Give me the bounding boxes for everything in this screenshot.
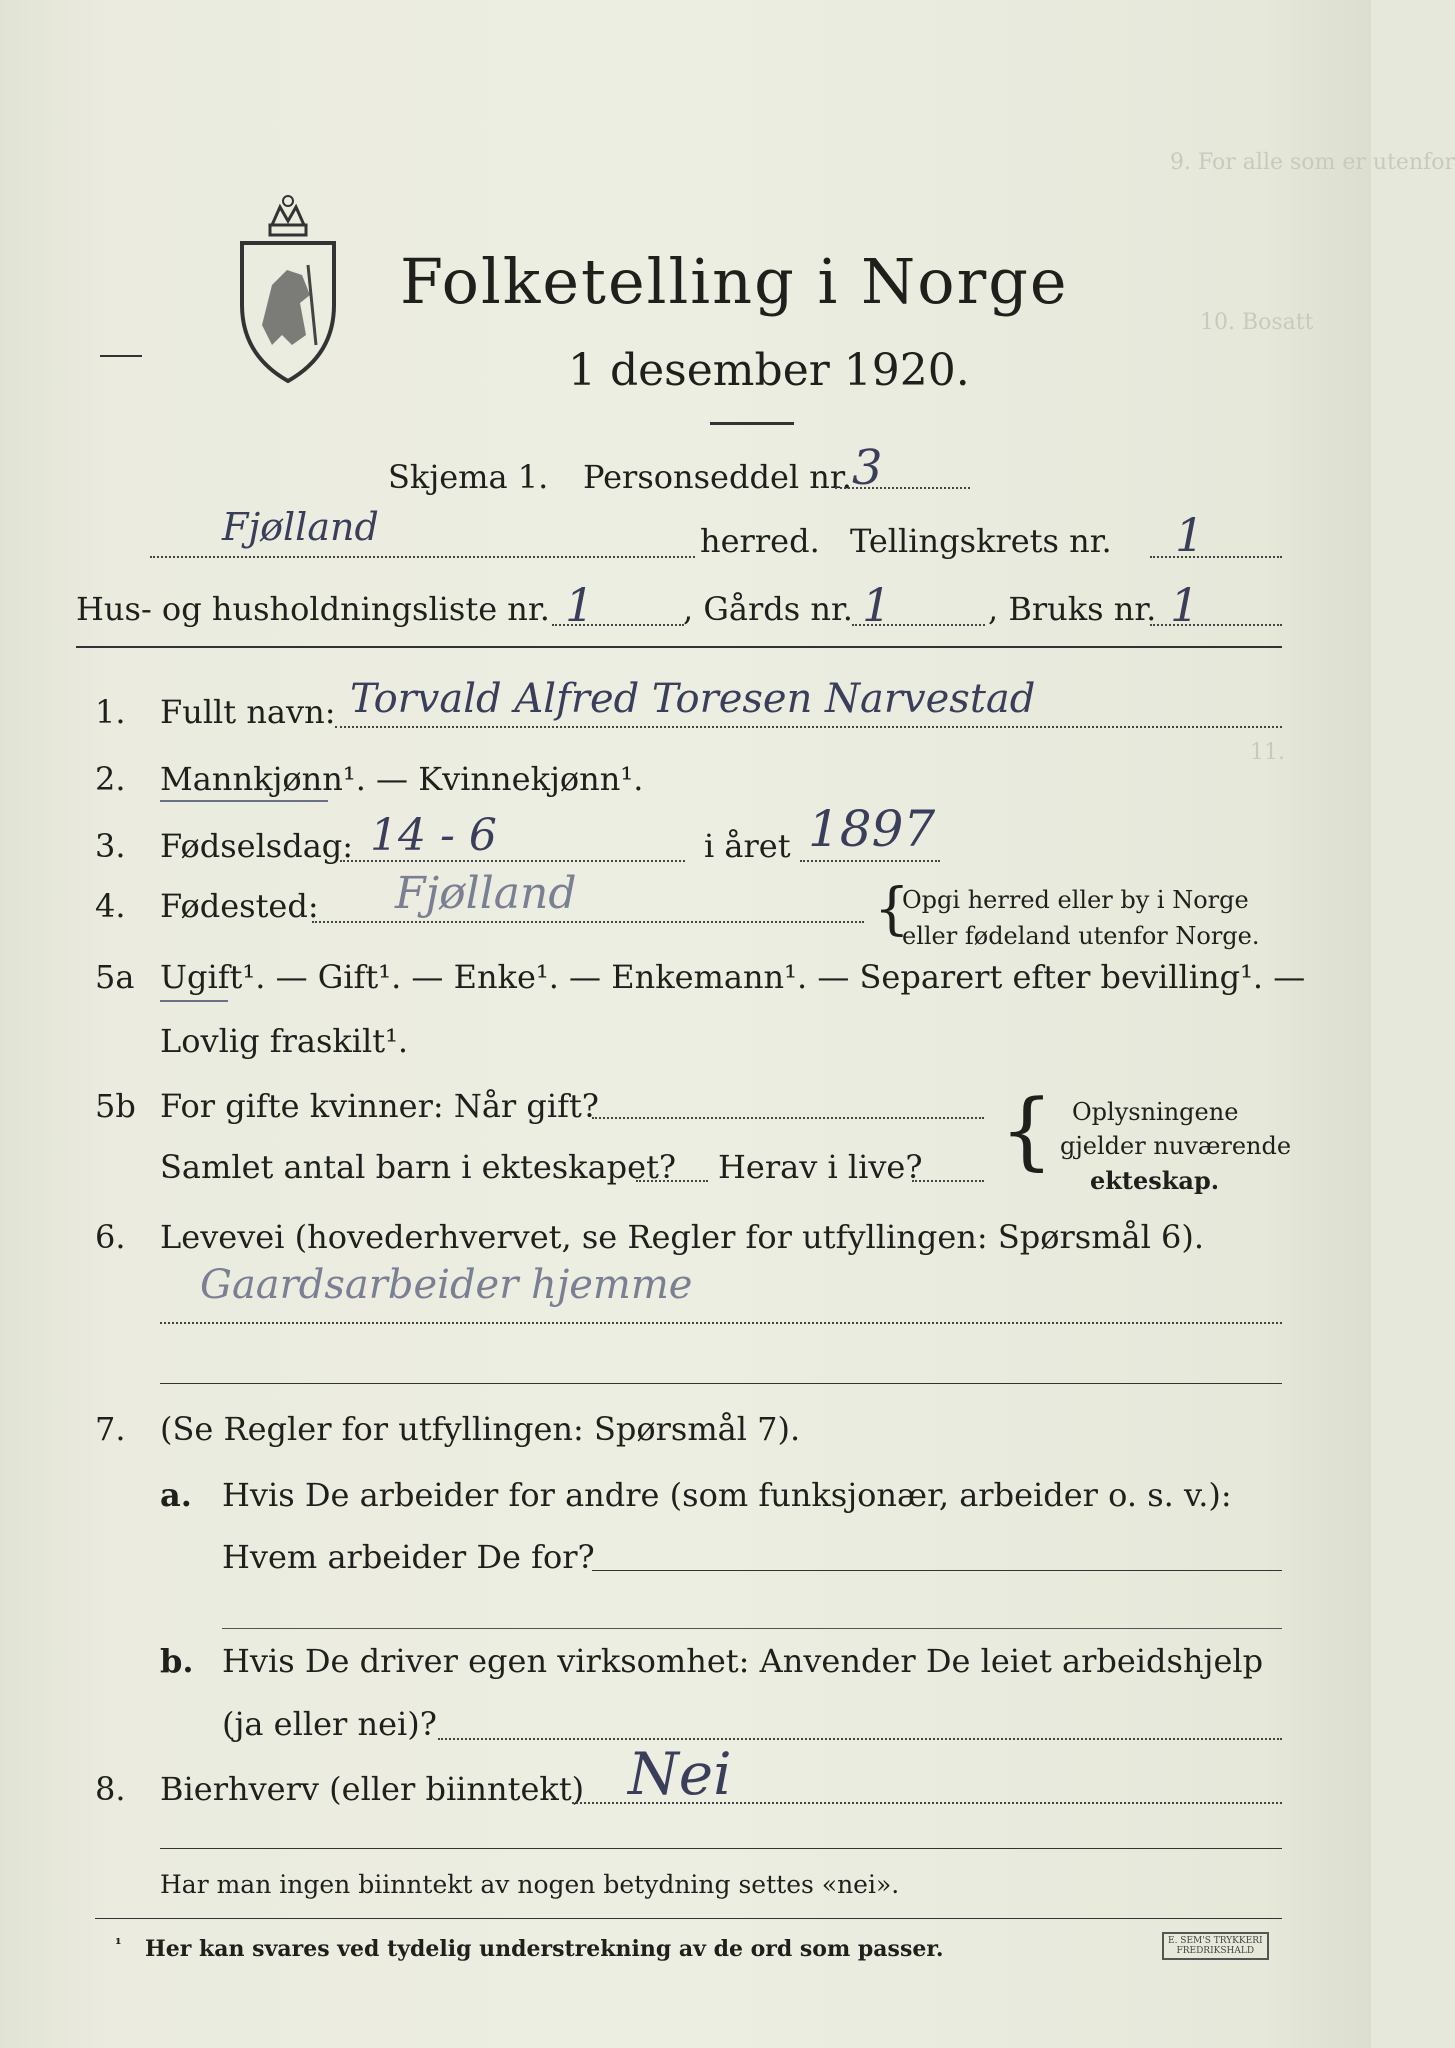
q4-bracket: { [874, 877, 910, 942]
q5b-note-line1: Oplysningene [1072, 1098, 1239, 1126]
footnote-text: Her kan svares ved tydelig understrekning av de ord som passer. [145, 1936, 944, 1962]
sex-options[interactable]: Mannkjønn¹. — Kvinnekjønn¹. [160, 760, 644, 798]
sex-underline-mark [160, 800, 328, 802]
q6-line-1 [160, 1322, 1282, 1324]
norwegian-coat-of-arms-icon [232, 185, 344, 385]
children-alive-line [912, 1180, 984, 1182]
occupation-value[interactable]: Gaardsarbeider hjemme [200, 1262, 693, 1308]
printer-stamp-line1: E. SEM'S TRYKKERI [1168, 1936, 1263, 1946]
q5b-note-line2: gjelder nuværende [1060, 1132, 1292, 1160]
q4-note-line1: Opgi herred eller by i Norge [902, 886, 1249, 914]
personseddel-value[interactable]: 3 [852, 440, 883, 496]
bruks-label: , Bruks nr. [988, 590, 1157, 628]
q3-label: Fødselsdag: [160, 827, 354, 865]
footer-note: Har man ingen biinntekt av nogen betydning settes «nei». [160, 1870, 900, 1899]
birthplace-value[interactable]: Fjølland [395, 868, 577, 919]
q5b-number: 5b [95, 1087, 136, 1125]
q5b-label2: Samlet antal barn i ekteskapet? [160, 1148, 677, 1186]
margin-mark [100, 355, 142, 357]
bruks-value[interactable]: 1 [1170, 578, 1200, 632]
schema-label: Skjema 1. [388, 458, 549, 496]
q7a-letter: a. [160, 1476, 192, 1514]
q5b-note-line3: ekteskap. [1090, 1166, 1220, 1195]
q4-number: 4. [95, 887, 126, 925]
q1-number: 1. [95, 693, 126, 731]
form-date: 1 desember 1920. [568, 345, 970, 396]
tellingskrets-label: Tellingskrets nr. [850, 522, 1112, 560]
q4-line [312, 921, 864, 923]
tellingskrets-line [1150, 556, 1282, 558]
q7a-label2: Hvem arbeider De for? [222, 1538, 595, 1576]
printer-stamp-line2: FREDRIKSHALD [1176, 1946, 1255, 1956]
gards-label: , Gårds nr. [683, 590, 853, 628]
title-divider [710, 422, 794, 425]
q2-number: 2. [95, 760, 126, 798]
bleed-through-text: 9. For alle som er utenfor [1170, 150, 1455, 175]
q1-label: Fullt navn: [160, 693, 336, 731]
q7-label: (Se Regler for utfyllingen: Spørsmål 7). [160, 1410, 801, 1448]
marital-status-options-2[interactable]: Lovlig fraskilt¹. [160, 1022, 409, 1060]
hus-label: Hus- og husholdningsliste nr. [76, 590, 550, 628]
q3-year-label: i året [704, 827, 791, 865]
personseddel-label: Personseddel nr. [583, 458, 852, 496]
header-separator [76, 646, 1282, 648]
q1-line [335, 726, 1282, 728]
marital-status-options[interactable]: Ugift¹. — Gift¹. — Enke¹. — Enkemann¹. — Separert efter bevilling¹. — [160, 958, 1306, 996]
q5a-number: 5a [95, 958, 135, 996]
printer-stamp [1162, 1932, 1269, 1960]
footnote-mark: ¹ [115, 1935, 122, 1953]
married-when-line [592, 1117, 984, 1119]
q4-label: Fødested: [160, 887, 319, 925]
gards-value[interactable]: 1 [862, 578, 892, 632]
bleed-through-text: 11. [1250, 740, 1285, 765]
herred-value[interactable]: Fjølland [222, 505, 379, 549]
q7b-label: Hvis De driver egen virksomhet: Anvender De leiet arbeidshjelp [222, 1642, 1264, 1680]
q3-year-line [800, 860, 940, 862]
employer-line [592, 1570, 1282, 1571]
birthday-value[interactable]: 14 - 6 [370, 810, 497, 861]
side-income-value[interactable]: Nei [628, 1740, 732, 1808]
q5b-label3: Herav i live? [718, 1148, 923, 1186]
herred-label: herred. [700, 522, 820, 560]
children-count-line [636, 1180, 708, 1182]
q8-number: 8. [95, 1770, 126, 1808]
herred-line [150, 556, 695, 558]
birth-year-value[interactable]: 1897 [808, 800, 936, 858]
q5b-label: For gifte kvinner: Når gift? [160, 1087, 599, 1125]
q4-note-line2: eller fødeland utenfor Norge. [902, 922, 1260, 950]
hired-help-line [438, 1738, 1282, 1740]
q7b-letter: b. [160, 1642, 194, 1680]
q5b-bracket: { [1000, 1081, 1054, 1179]
q8-line-2 [160, 1848, 1282, 1849]
full-name-value[interactable]: Torvald Alfred Toresen Narvestad [350, 676, 1036, 722]
bleed-through-text: 10. Bosatt [1200, 310, 1314, 335]
q6-label: Levevei (hovederhvervet, se Regler for utfyllingen: Spørsmål 6). [160, 1218, 1205, 1256]
marital-underline-mark [160, 1000, 228, 1002]
tellingskrets-value[interactable]: 1 [1175, 508, 1205, 562]
q6-number: 6. [95, 1218, 126, 1256]
q7a-label: Hvis De arbeider for andre (som funksjonær, arbeider o. s. v.): [222, 1476, 1232, 1514]
employer-line-2 [222, 1628, 1282, 1629]
q7b-label2: (ja eller nei)? [222, 1705, 437, 1743]
footer-separator [95, 1918, 1282, 1919]
form-title: Folketelling i Norge [400, 245, 1069, 318]
q3-number: 3. [95, 827, 126, 865]
q8-label: Bierhverv (eller biinntekt) [160, 1770, 585, 1808]
q6-line-2 [160, 1383, 1282, 1384]
q7-number: 7. [95, 1410, 126, 1448]
hus-value[interactable]: 1 [565, 578, 595, 632]
